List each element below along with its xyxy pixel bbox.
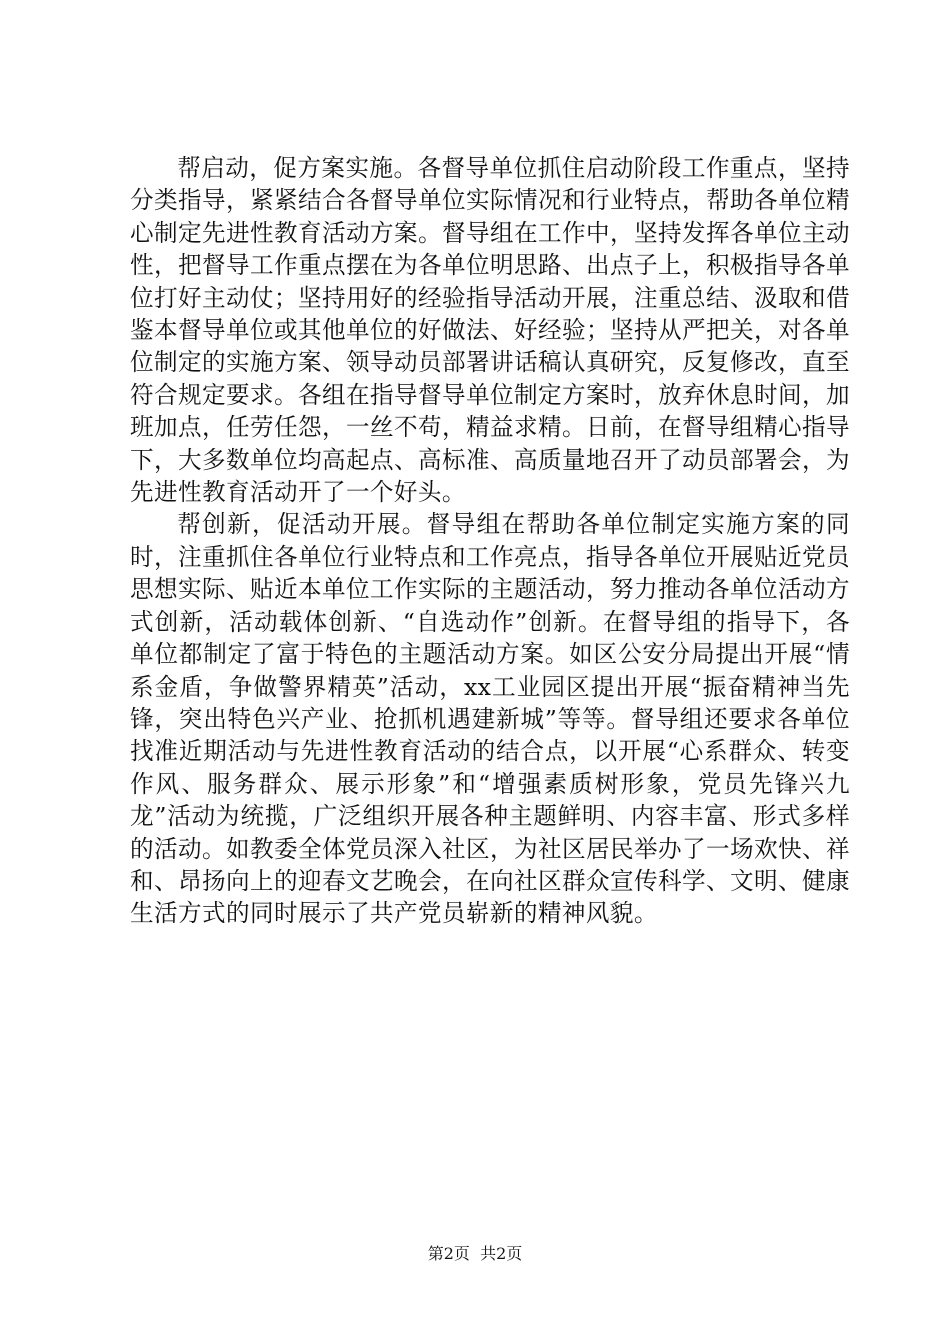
document-body — [130, 152, 850, 930]
page-footer — [0, 1244, 950, 1264]
paragraph-startup-implementation: 帮启动，促方案实施。各督导单位抓住启动阶段工作重点，坚持分类指导，紧紧结合各督导单位实际情况和行业特点，帮助各单位精心制定先进性教育活动方案。督导组在工作中，坚持发挥各单位主动性，把督导工作重点摆在为各单位明思路、出点子上，积极指导各单位打好主动仗；坚持用好的经验指导活动开展，注重总结、汲取和借鉴本督导单位或其他单位的好做法、好经验；坚持从严把关，对各单位制定的实施方案、领导动员部署讲话稿认真研究，反复修改，直至符合规定要求。各组在指导督导单位制定方案时，放弃休息时间，加班加点，任劳任怨，一丝不苟，精益求精。日前，在督导组精心指导下，大多数单位均高起点、高标准、高质量地召开了动员部署会，为先进性教育活动开了一个好头。 — [130, 154, 850, 507]
paragraph-innovation-activities: 帮创新，促活动开展。督导组在帮助各单位制定实施方案的同时，注重抓住各单位行业特点和工作亮点，指导各单位开展贴近党员思想实际、贴近本单位工作实际的主题活动，努力推动各单位活动方式创新，活动载体创新、“自选动作”创新。在督导组的指导下，各单位都制定了富于特色的主题活动方案。如区公安分局提出开展“情系金盾，争做警界精英”活动，xx工业园区提出开展“振奋精神当先锋，突出特色兴产业、抢抓机遇建新城”等等。督导组还要求各单位找准近期活动与先进性教育活动的结合点，以开展“心系群众、转变作风、服务群众、展示形象”和“增强素质树形象，党员先锋兴九龙”活动为统揽，广泛组织开展各种主题鲜明、内容丰富、形式多样的活动。如教委全体党员深入社区，为社区居民举办了一场欢快、祥和、昂扬向上的迎春文艺晚会，在向社区群众宣传科学、文明、健康生活方式的同时展示了共产党员崭新的精神风貌。 — [130, 510, 850, 928]
page-number-label: 第2页 共2页 — [427, 1244, 523, 1263]
